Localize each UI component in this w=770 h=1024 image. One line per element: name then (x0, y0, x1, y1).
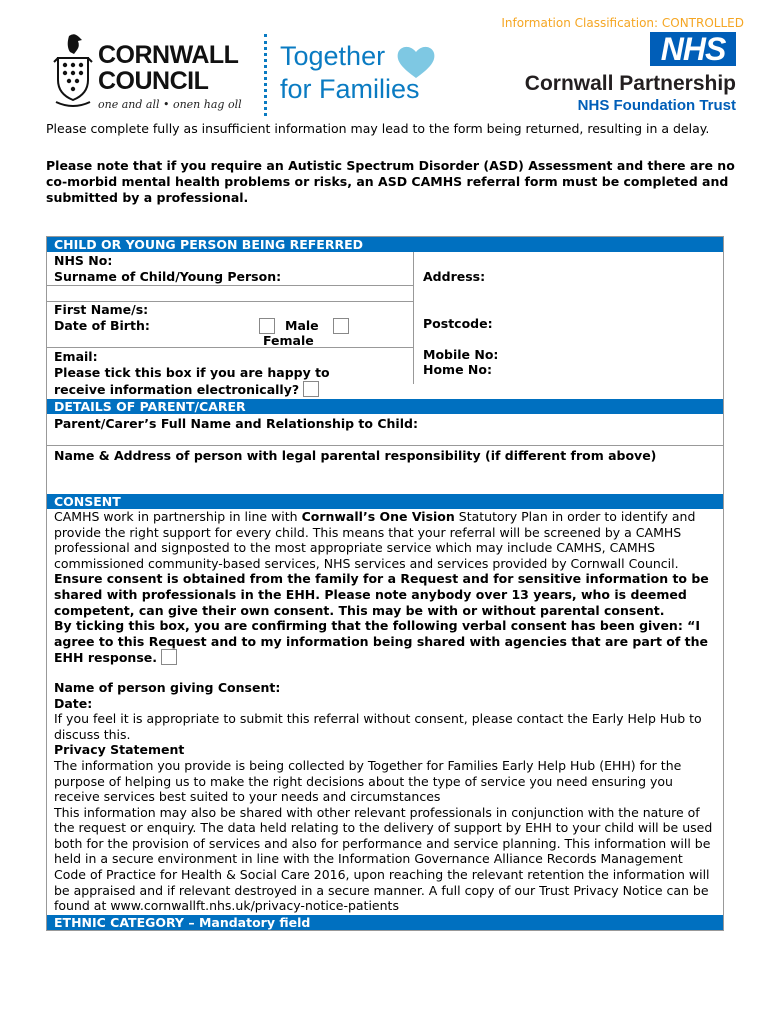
no-consent-note: If you feel it is appropriate to submit this referral without consent, please contact the Early Help Hub to discuss this. (54, 711, 702, 742)
tff-line2: for Families (280, 74, 420, 104)
tff-line1: Together (280, 41, 386, 71)
male-checkbox[interactable] (259, 318, 275, 334)
consent-section-heading: CONSENT (47, 494, 723, 509)
consent-date-field[interactable]: Date: (54, 695, 93, 711)
mobile-field[interactable]: Mobile No: (423, 347, 499, 362)
female-label: Female (263, 333, 314, 348)
nhs-logo: NHS (650, 32, 736, 66)
privacy-text-1: The information you provide is being collected by Together for Families Early Help Hub (EHH) for the purpose of helping us to make the right decisions about the type of service you need ensuring you receive services best suited to your needs and circumstances (54, 757, 682, 805)
council-name-line2: COUNCIL (98, 67, 209, 95)
female-checkbox[interactable] (333, 318, 349, 334)
trust-subtitle: NHS Foundation Trust (577, 97, 736, 114)
privacy-heading: Privacy Statement (54, 742, 185, 758)
surname-field[interactable]: Surname of Child/Young Person: (54, 269, 282, 284)
cornwall-council-logo (52, 32, 252, 114)
tick-line1: Please tick this box if you are happy to (54, 365, 330, 380)
child-details (47, 252, 723, 397)
heart-icon (396, 44, 436, 80)
male-label: Male (285, 318, 319, 333)
logo-divider (264, 34, 271, 116)
trust-name: Cornwall Partnership (524, 72, 736, 95)
parent-name-field[interactable]: Parent/Carer’s Full Name and Relationship to Child: (54, 416, 418, 431)
consent-intro: CAMHS work in partnership in line with Cornwall’s One Vision Statutory Plan in order to identify and provide the right support for every child. This means that your referral will be screened by a CAMHS professional and signposted to the most appropriate service which may include CAMHS, CAMHS commissioned community-based services, NHS services and services provided by Cornwall Council. (54, 509, 696, 571)
asd-note: Please note that if you require an Autistic Spectrum Disorder (ASD) Assessment and there are no co-morbid mental health problems or risks, an ASD CAMHS referral form must be completed and submitted by a professional. (46, 158, 735, 205)
electronic-consent-checkbox[interactable] (303, 381, 319, 397)
nhs-no-field[interactable]: NHS No: (54, 253, 113, 268)
consent-confirm: By ticking this box, you are confirming that the following verbal consent has been given: “I agree to this Request and to my information being shared with agencies that are part of the EHH response. (54, 618, 708, 666)
referral-form (46, 236, 724, 931)
classification-label: Information Classification: CONTROLLED (501, 16, 744, 30)
council-motto: one and all • onen hag oll (98, 98, 242, 111)
one-vision-text: Cornwall’s One Vision (301, 509, 455, 524)
postcode-field[interactable]: Postcode: (423, 316, 493, 331)
intro-text: Please complete fully as insufficient information may lead to the form being returned, resulting in a delay. (46, 121, 710, 136)
home-phone-field[interactable]: Home No: (423, 362, 492, 377)
address-field[interactable]: Address: (423, 269, 486, 284)
consent-ensure: Ensure consent is obtained from the family for a Request and for sensitive information to be shared with professionals in the EHH. Please note anybody over 13 years, who is deemed competent, can give their own consent. This may be with or without parental consent. (54, 571, 709, 618)
privacy-text-2: This information may also be shared with other relevant professionals in conjunction with the nature of the request or enquiry. The data held relating to the delivery of support by EHH to your child will be used both for the provision of services and also for performance and service planning. This information will be held in a secure environment in line with the Information Governance Alliance Records Management Code of Practice for Health & Social Care 2016, upon reaching the relevant retention the information will be appraised and if relevant destroyed in a secure manner. A full copy of our Trust Privacy Notice can be found at www.cornwallft.nhs.uk/privacy-notice-patients (54, 804, 713, 914)
council-name-line1: CORNWALL (98, 41, 239, 69)
ethnic-section-heading: ETHNIC CATEGORY – Mandatory field (47, 915, 723, 930)
consent-giver-field[interactable]: Name of person giving Consent: (54, 679, 281, 695)
verbal-consent-checkbox[interactable] (161, 649, 177, 665)
dob-field[interactable]: Date of Birth: (54, 318, 150, 333)
first-name-field[interactable]: First Name/s: (54, 302, 149, 317)
parent-section-heading: DETAILS OF PARENT/CARER (47, 399, 723, 414)
tick-line2: receive information electronically? (54, 382, 300, 397)
email-field[interactable]: Email: (54, 349, 98, 364)
legal-responsibility-field[interactable]: Name & Address of person with legal parental responsibility (if different from above) (47, 445, 723, 494)
consent-body (47, 509, 723, 915)
council-crest-icon (52, 32, 94, 114)
child-section-heading: CHILD OR YOUNG PERSON BEING REFERRED (47, 237, 723, 252)
